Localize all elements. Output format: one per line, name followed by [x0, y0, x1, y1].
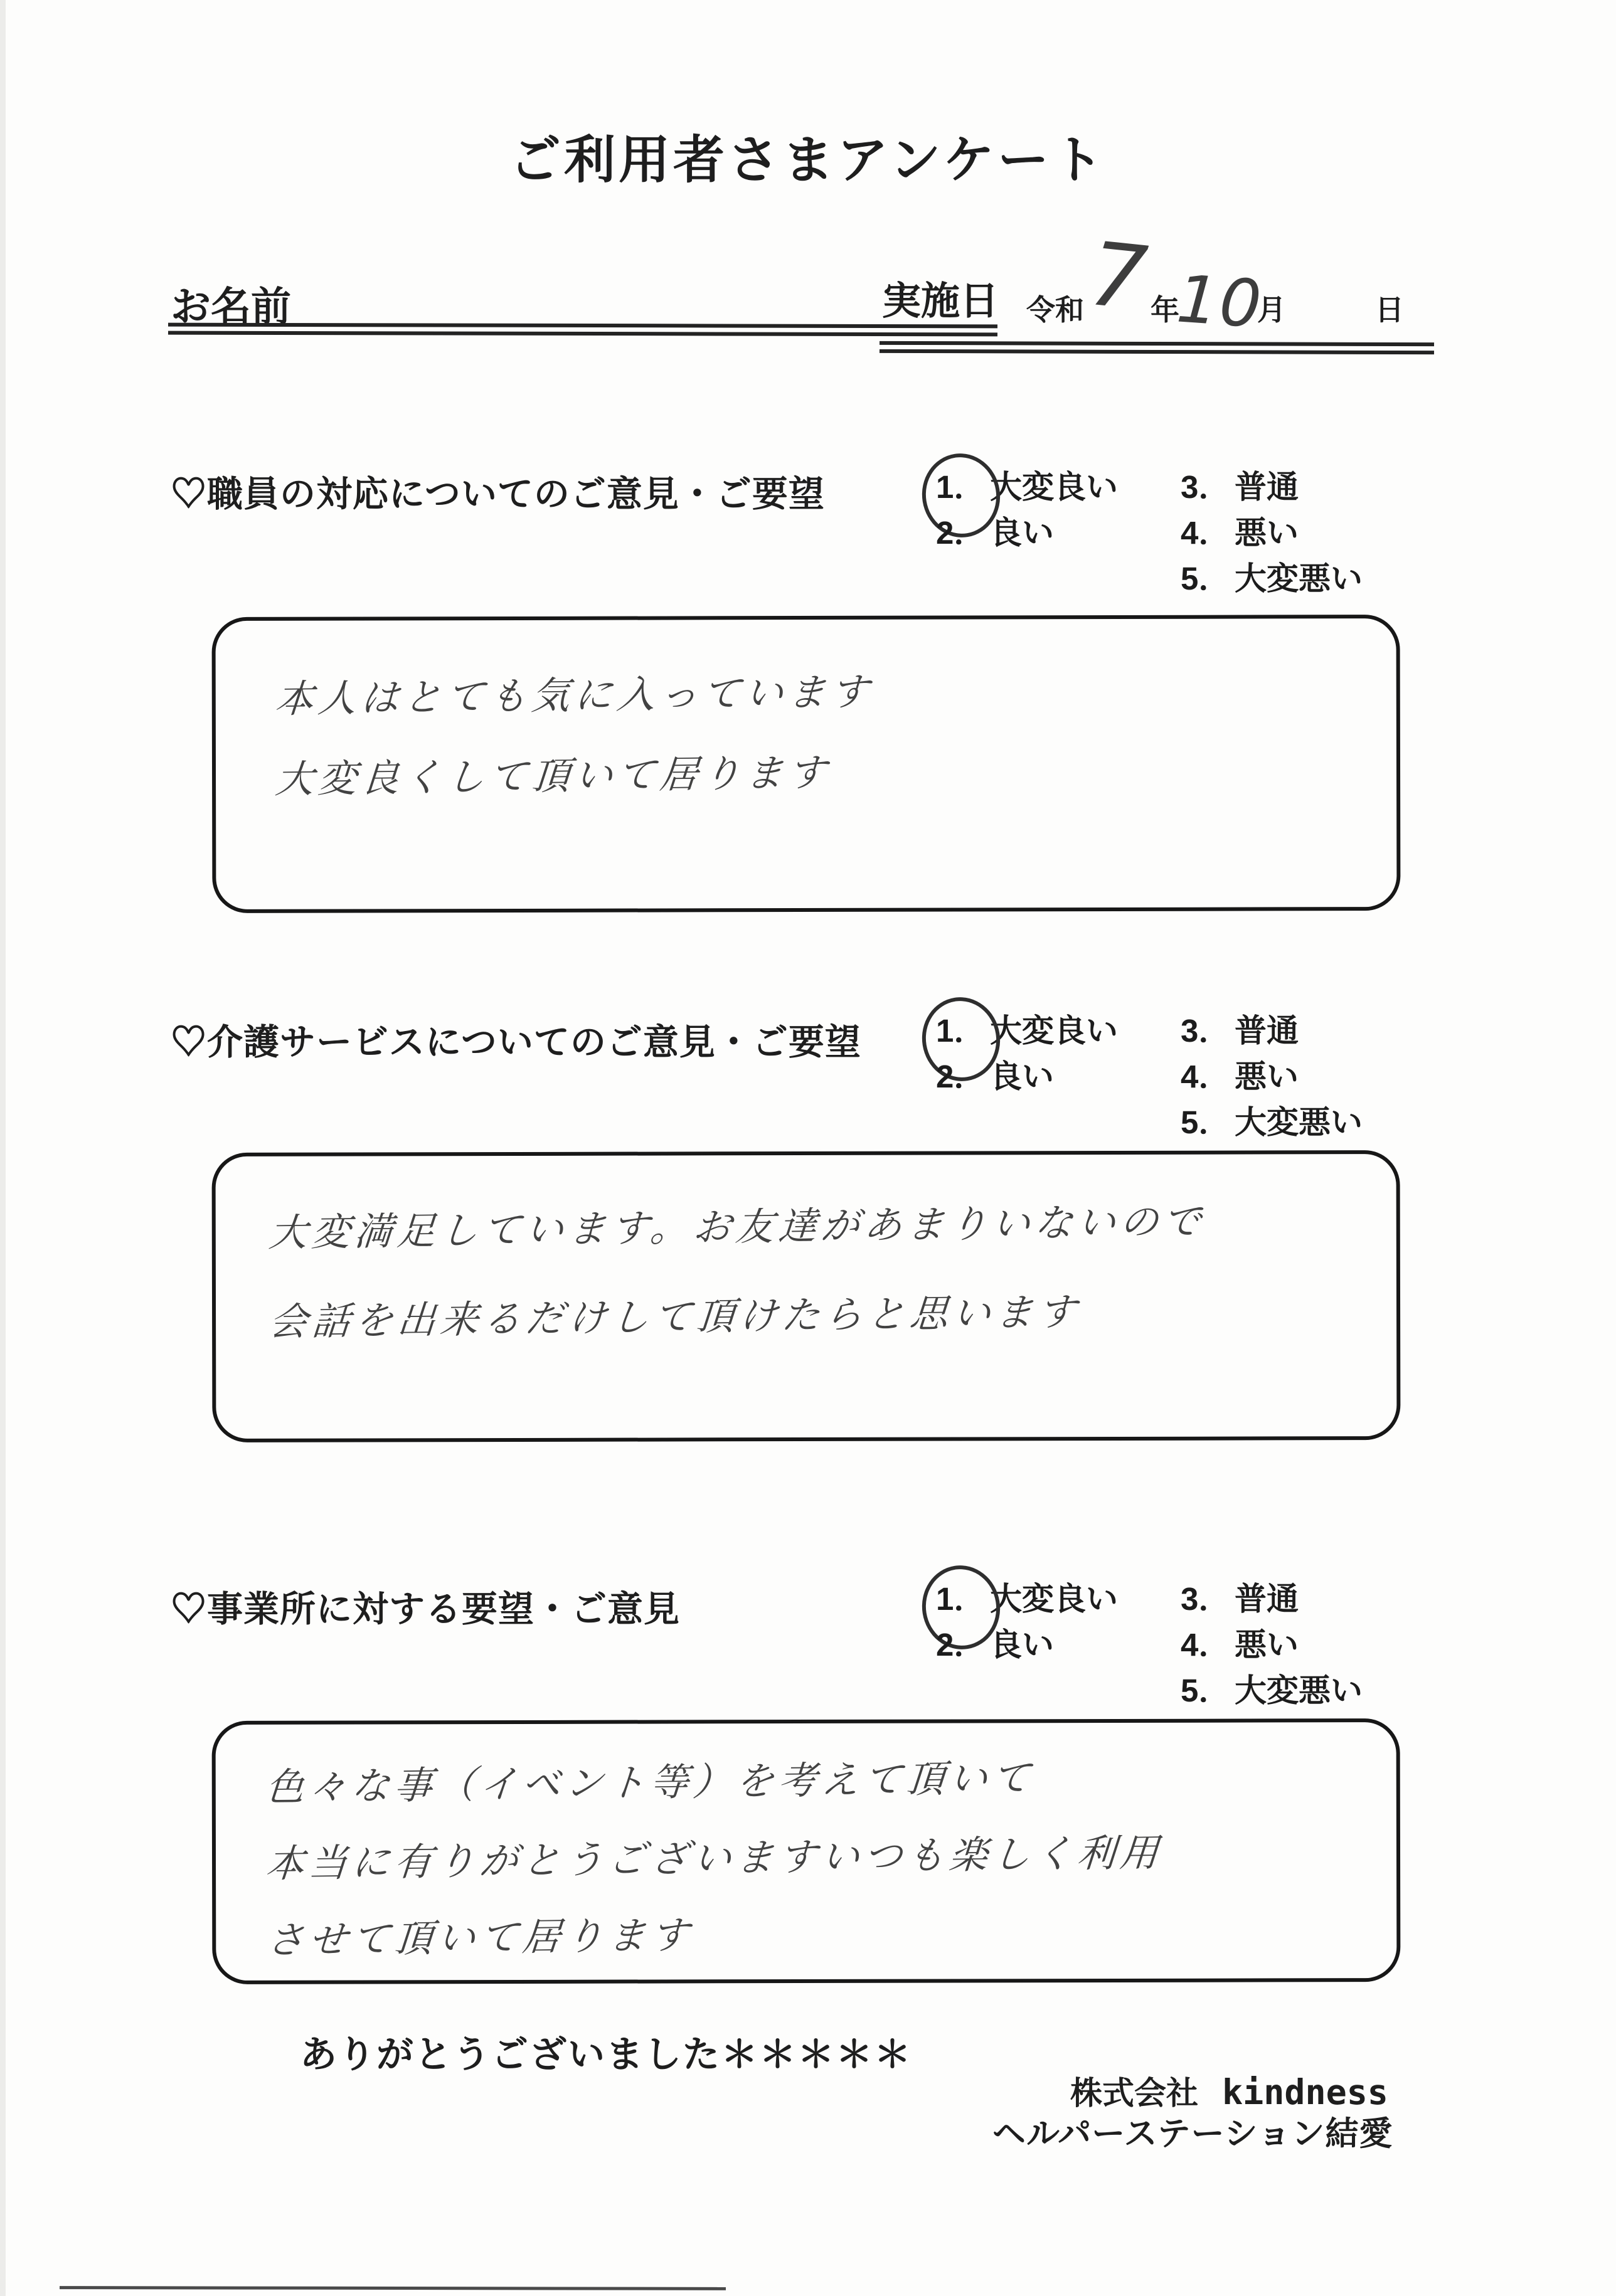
rating-option [936, 1573, 1118, 1619]
option-label: 大変悪い [1235, 1673, 1363, 1708]
option-label: 大変良い [990, 1013, 1119, 1049]
rating-option [936, 1050, 1118, 1096]
scan-bottom-artifact [60, 2286, 726, 2290]
company-name-en: kindness [1222, 2072, 1388, 2112]
rating-option [1181, 1005, 1363, 1050]
rating-option [1181, 1573, 1363, 1619]
date-month-handwritten: 10 [1174, 260, 1265, 343]
option-number: 3． [1181, 1013, 1231, 1049]
scan-edge-artifact [0, 0, 6, 2296]
helper-station-name: ヘルパーステーション結愛 [992, 2115, 1393, 2152]
option-label: 悪い [1235, 1059, 1299, 1094]
comment-box-care-service [212, 1150, 1401, 1442]
company-prefix: 株式会社 [1070, 2075, 1199, 2111]
handwritten-comment-line: 大変満足しています。お友達があまりいないので [267, 1199, 1207, 1256]
rating-option [936, 507, 1118, 553]
date-underline [880, 341, 1434, 354]
closing-text: ありがとうございました＊＊＊＊＊ [300, 2034, 913, 2075]
rating-option [936, 1619, 1118, 1664]
option-label: 良い [990, 1627, 1055, 1663]
option-number: 4． [1181, 1059, 1231, 1094]
rating-option [1181, 1050, 1363, 1096]
option-number: 1． [936, 1013, 986, 1049]
option-label: 普通 [1235, 1013, 1299, 1049]
option-label: 悪い [1235, 1627, 1299, 1663]
company-name [1070, 2067, 1388, 2113]
handwritten-comment-line: 本当に有りがとうございますいつも楽しく利用 [264, 1830, 1164, 1886]
comment-box-staff [212, 615, 1401, 913]
rating-option [1181, 1619, 1363, 1664]
month-unit-label: 月 [1257, 294, 1286, 326]
option-number: 3． [1181, 469, 1231, 505]
option-label: 悪い [1235, 515, 1299, 551]
rating-option [1181, 553, 1363, 598]
rating-option [1181, 1664, 1363, 1710]
option-number: 3． [1181, 1581, 1231, 1617]
rating-option [1181, 507, 1363, 553]
option-label: 大変悪い [1235, 561, 1363, 596]
option-label: 大変悪い [1235, 1104, 1363, 1140]
era-label: 令和 [1026, 294, 1084, 326]
date-label: 実施日 [882, 280, 999, 323]
name-underline [168, 323, 997, 337]
day-unit-label: 日 [1375, 294, 1404, 326]
handwritten-comment-line: 会話を出来るだけして頂けたらと思います [267, 1289, 1082, 1345]
name-label: お名前 [171, 284, 291, 329]
comment-box-office [212, 1718, 1401, 1984]
option-number: 4． [1181, 1627, 1231, 1663]
option-number: 1． [936, 469, 986, 505]
option-number: 5． [1181, 1673, 1231, 1708]
option-label: 大変良い [990, 1581, 1119, 1617]
handwritten-comment-line: 色々な事（イベント等）を考えて頂いて [264, 1755, 1036, 1810]
option-number: 2． [936, 1627, 986, 1663]
option-number: 4． [1181, 515, 1231, 551]
option-label: 良い [990, 1059, 1055, 1094]
option-label: 普通 [1235, 469, 1299, 505]
rating-option [1181, 461, 1363, 507]
rating-option [1181, 1096, 1363, 1142]
question-heading-office: ♡事業所に対する要望・ご意見 [171, 1589, 680, 1629]
option-number: 1． [936, 1581, 986, 1617]
option-label: 良い [990, 515, 1055, 551]
option-number: 5． [1181, 1104, 1231, 1140]
option-label: 大変良い [990, 469, 1119, 505]
option-label: 普通 [1235, 1581, 1299, 1617]
rating-option [936, 1005, 1118, 1050]
option-number: 5． [1181, 561, 1231, 596]
rating-option [936, 461, 1118, 507]
page-title: ご利用者さまアンケート [509, 132, 1107, 189]
year-unit-label: 年 [1151, 294, 1179, 326]
question-heading-care-service: ♡介護サービスについてのご意見・ご要望 [171, 1022, 861, 1062]
option-number: 2． [936, 515, 986, 551]
date-year-handwritten: 7 [1085, 223, 1152, 331]
question-heading-staff: ♡職員の対応についてのご意見・ご要望 [171, 474, 825, 514]
handwritten-comment-line: 大変良くして頂いて居ります [274, 750, 832, 802]
handwritten-comment-line: 本人はとても気に入っています [274, 669, 875, 722]
handwritten-comment-line: させて頂いて居ります [264, 1913, 695, 1963]
option-number: 2． [936, 1059, 986, 1094]
